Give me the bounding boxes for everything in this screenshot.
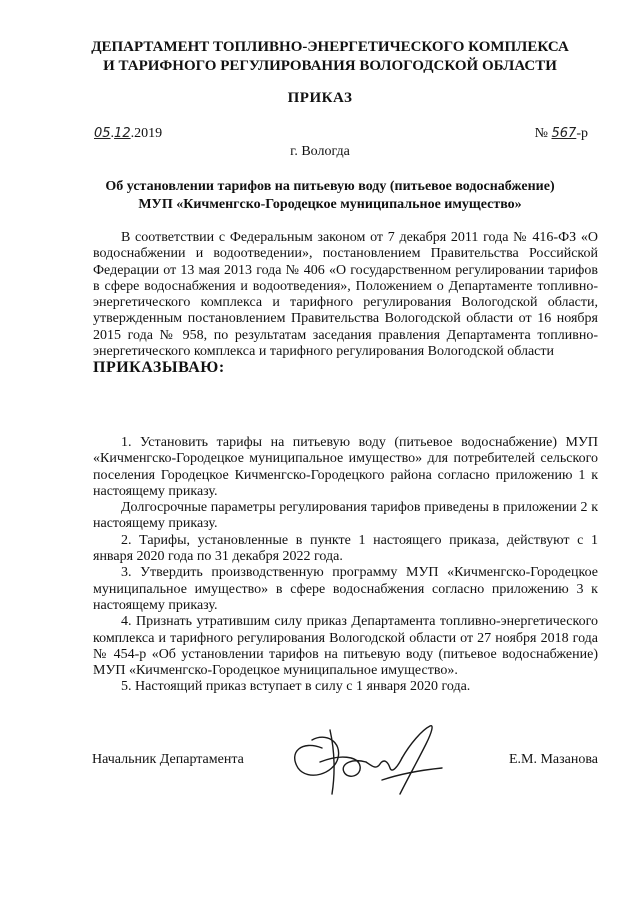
number-value: 567: [551, 126, 577, 141]
signatory-position: Начальник Департамента: [92, 752, 244, 767]
date-year: .2019: [130, 126, 163, 141]
order-item-2: 2. Тарифы, установленные в пункте 1 настоящего приказа, действуют с 1 января 2020 года по 31 декабря 2022 года.: [93, 532, 598, 565]
handwritten-signature: [282, 718, 447, 803]
order-number: [535, 126, 588, 142]
subject-line-2: МУП «Кичменгско-Городецкое муниципальное имущество»: [138, 197, 522, 212]
subject-line-1: Об установлении тарифов на питьевую воду (питьевое водоснабжение): [105, 179, 555, 194]
number-suffix: -р: [576, 126, 588, 141]
order-item-5: 5. Настоящий приказ вступает в силу с 1 января 2020 года.: [121, 679, 471, 695]
order-word: ПРИКАЗЫВАЮ:: [93, 359, 225, 377]
city: г. Вологда: [290, 144, 350, 159]
order-subject: [70, 178, 590, 214]
preamble-block: [93, 230, 598, 377]
date-month: 12: [114, 126, 131, 141]
order-date: 05.12.2019: [94, 126, 163, 141]
department-line-1: ДЕПАРТАМЕНТ ТОПЛИВНО-ЭНЕРГЕТИЧЕСКОГО КОМПЛЕКСА: [91, 39, 569, 55]
order-item-3: 3. Утвердить производственную программу МУП «Кичменгско-Городецкое муниципальное имущество» в сфере водоснабжения согласно приложению 3 к настоящему приказу.: [93, 565, 598, 613]
order-item-4: 4. Признать утратившим силу приказ Департамента топливно-энергетического комплекса и тарифного регулирования Вологодской области от 27 ноября 2018 года № 454-р «Об установлении тарифов на питьевую воду (питьевое водоснабжение) МУП «Кичменгско-Городецкое муниципальное имущество».: [93, 614, 598, 679]
department-line-2: И ТАРИФНОГО РЕГУЛИРОВАНИЯ ВОЛОГОДСКОЙ ОБЛАСТИ: [103, 58, 557, 74]
order-item-1-note: Долгосрочные параметры регулирования тарифов приведены в приложении 2 к настоящему приказу.: [93, 500, 598, 532]
order-items: [93, 435, 598, 696]
document-type-title: ПРИКАЗ: [287, 90, 353, 106]
number-prefix: №: [534, 126, 548, 141]
department-header: [60, 38, 600, 76]
signatory-name: Е.М. Мазанова: [508, 752, 598, 767]
date-day: 05: [94, 126, 111, 141]
preamble-paragraph: В соответствии с Федеральным законом от 7 декабря 2011 года № 416-ФЗ «О водоснабжении и водоотведении», постановлением Правительства Российской Федерации от 13 мая 2013 года № 406 «О государственном регулировании тарифов в сфере водоснабжения и водоотведения», Положением о Департаменте топливно-энергетического комплекса и тарифного регулирования Вологодской области, утвержденным постановлением Правительства Вологодской области от 16 ноября 2015 года № 958, по результатам заседания правления Департамента топливно-энергетического комплекса и тарифного регулирования Вологодской области: [93, 230, 598, 360]
order-item-1: 1. Установить тарифы на питьевую воду (питьевое водоснабжение) МУП «Кичменгско-Городецкое муниципальное имущество» для потребителей сельского поселения Городецкое Кичменгско-Городецкого района согласно приложению 1 к настоящему приказу.: [93, 435, 598, 499]
